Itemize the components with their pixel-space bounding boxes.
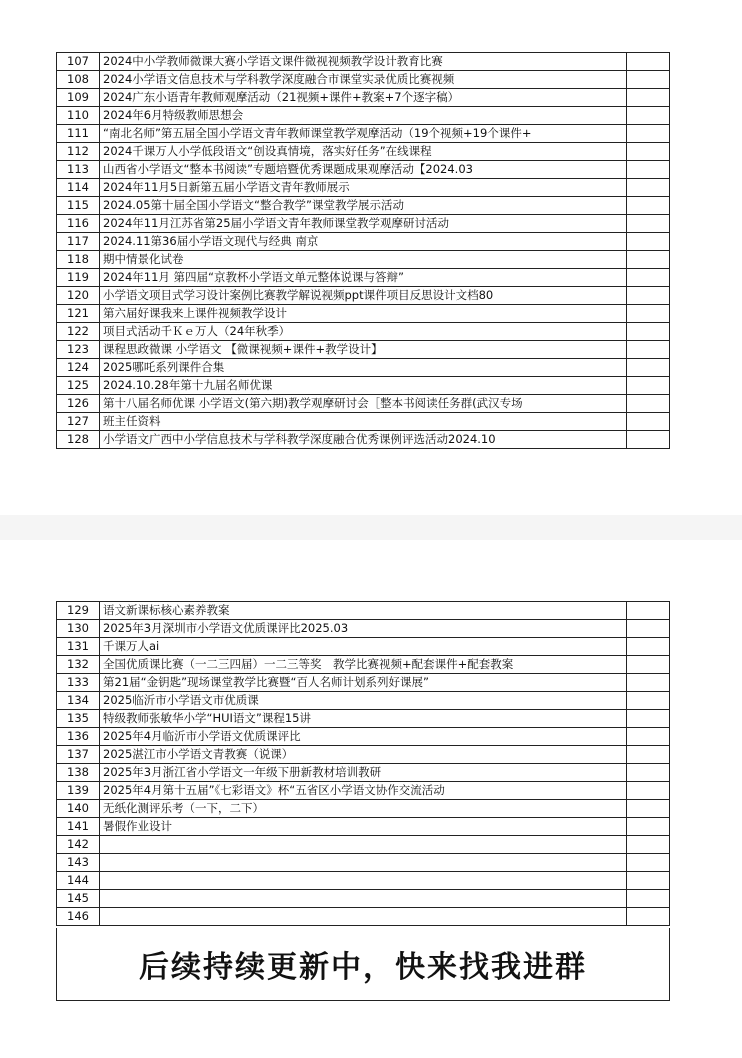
resource-title: 2024年11月 第四届“京教杯小学语文单元整体说课与答辩” (100, 269, 627, 287)
empty-cell (627, 620, 670, 638)
table-row (57, 746, 670, 764)
resource-title: 2024年6月特级教师思想会 (100, 107, 627, 125)
table-row (57, 872, 670, 890)
table-row (57, 602, 670, 620)
row-number: 116 (57, 215, 100, 233)
resource-title (100, 854, 627, 872)
row-number: 129 (57, 602, 100, 620)
empty-cell (627, 107, 670, 125)
row-number: 111 (57, 125, 100, 143)
row-number: 123 (57, 341, 100, 359)
row-number: 119 (57, 269, 100, 287)
resource-title: 2024千课万人小学低段语文“创设真情境，落实好任务”在线课程 (100, 143, 627, 161)
empty-cell (627, 908, 670, 926)
row-number: 140 (57, 800, 100, 818)
row-number: 109 (57, 89, 100, 107)
table-row (57, 656, 670, 674)
empty-cell (627, 197, 670, 215)
empty-cell (627, 233, 670, 251)
table-row (57, 800, 670, 818)
row-number: 115 (57, 197, 100, 215)
empty-cell (627, 305, 670, 323)
table-row (57, 431, 670, 449)
empty-cell (627, 728, 670, 746)
resource-title: 第六届好课我来上课件视频教学设计 (100, 305, 627, 323)
table-row (57, 323, 670, 341)
table-row (57, 674, 670, 692)
resource-title: 语文新课标核心素养教案 (100, 602, 627, 620)
resource-table-1 (56, 52, 670, 449)
table-row (57, 764, 670, 782)
empty-cell (627, 746, 670, 764)
resource-table-2 (56, 601, 670, 926)
resource-title: 2025临沂市小学语文市优质课 (100, 692, 627, 710)
resource-title: 2024.05第十届全国小学语文“整合教学”课堂教学展示活动 (100, 197, 627, 215)
row-number: 120 (57, 287, 100, 305)
table-row (57, 395, 670, 413)
empty-cell (627, 161, 670, 179)
empty-cell (627, 692, 670, 710)
resource-title: 2024年11月5日新第五届小学语文青年教师展示 (100, 179, 627, 197)
row-number: 128 (57, 431, 100, 449)
table-row (57, 305, 670, 323)
row-number: 133 (57, 674, 100, 692)
resource-title: 2025年4月第十五届”《七彩语文》杯“五省区小学语文协作交流活动 (100, 782, 627, 800)
row-number: 137 (57, 746, 100, 764)
table-row (57, 728, 670, 746)
table-row (57, 854, 670, 872)
empty-cell (627, 359, 670, 377)
empty-cell (627, 125, 670, 143)
row-number: 134 (57, 692, 100, 710)
empty-cell (627, 602, 670, 620)
row-number: 139 (57, 782, 100, 800)
empty-cell (627, 638, 670, 656)
resource-title: “南北名师”第五届全国小学语文青年教师课堂教学观摩活动（19个视频+19个课件+ (100, 125, 627, 143)
empty-cell (627, 782, 670, 800)
row-number: 108 (57, 71, 100, 89)
resource-title: 全国优质课比赛（一二三四届）一二三等奖 教学比赛视频+配套课件+配套教案 (100, 656, 627, 674)
resource-title: 2025哪吒系列课件合集 (100, 359, 627, 377)
table-row (57, 143, 670, 161)
empty-cell (627, 872, 670, 890)
empty-cell (627, 269, 670, 287)
row-number: 114 (57, 179, 100, 197)
resource-title: 2025年4月临沂市小学语文优质课评比 (100, 728, 627, 746)
table-row (57, 908, 670, 926)
empty-cell (627, 818, 670, 836)
empty-cell (627, 287, 670, 305)
resource-title (100, 836, 627, 854)
row-number: 141 (57, 818, 100, 836)
table-row (57, 107, 670, 125)
row-number: 118 (57, 251, 100, 269)
empty-cell (627, 854, 670, 872)
table-row (57, 620, 670, 638)
empty-cell (627, 215, 670, 233)
table-row (57, 161, 670, 179)
row-number: 136 (57, 728, 100, 746)
empty-cell (627, 764, 670, 782)
resource-title: 千课万人ai (100, 638, 627, 656)
table-row (57, 215, 670, 233)
resource-title: 2024.10.28年第十九届名师优课 (100, 377, 627, 395)
row-number: 124 (57, 359, 100, 377)
resource-title: 2024小学语文信息技术与学科教学深度融合市课堂实录优质比赛视频 (100, 71, 627, 89)
table-row (57, 692, 670, 710)
document-page-2 (0, 540, 742, 1058)
table-row (57, 638, 670, 656)
resource-title: 2024.11第36届小学语文现代与经典 南京 (100, 233, 627, 251)
empty-cell (627, 323, 670, 341)
empty-cell (627, 377, 670, 395)
resource-title: 课程思政微课 小学语文 【微课视频+课件+教学设计】 (100, 341, 627, 359)
table-row (57, 53, 670, 71)
resource-title: 无纸化测评乐考（一下，二下） (100, 800, 627, 818)
resource-title: 2024广东小语青年教师观摩活动（21视频+课件+教案+7个逐字稿） (100, 89, 627, 107)
resource-title (100, 890, 627, 908)
table-row (57, 251, 670, 269)
row-number: 146 (57, 908, 100, 926)
row-number: 132 (57, 656, 100, 674)
resource-title: 第21届“金钥匙”现场课堂教学比赛暨“百人名师计划系列好课展” (100, 674, 627, 692)
table-row (57, 341, 670, 359)
resource-title: 第十八届名师优课 小学语文(第六期)教学观摩研讨会［整本书阅读任务群(武汉专场 (100, 395, 627, 413)
table-row (57, 89, 670, 107)
empty-cell (627, 53, 670, 71)
resource-title: 期中情景化试卷 (100, 251, 627, 269)
empty-cell (627, 674, 670, 692)
empty-cell (627, 656, 670, 674)
table-row (57, 710, 670, 728)
empty-cell (627, 890, 670, 908)
resource-title: 山西省小学语文“整本书阅读”专题培暨优秀课题成果观摩活动【2024.03 (100, 161, 627, 179)
table-row (57, 413, 670, 431)
empty-cell (627, 800, 670, 818)
table-row (57, 71, 670, 89)
row-number: 142 (57, 836, 100, 854)
row-number: 125 (57, 377, 100, 395)
row-number: 144 (57, 872, 100, 890)
resource-title (100, 908, 627, 926)
empty-cell (627, 179, 670, 197)
document-page-1 (0, 0, 742, 515)
empty-cell (627, 71, 670, 89)
table-row (57, 890, 670, 908)
table-row (57, 287, 670, 305)
row-number: 122 (57, 323, 100, 341)
table-row (57, 269, 670, 287)
row-number: 130 (57, 620, 100, 638)
row-number: 107 (57, 53, 100, 71)
resource-title: 2025年3月浙江省小学语文一年级下册新教材培训教研 (100, 764, 627, 782)
row-number: 117 (57, 233, 100, 251)
update-notice: 后续持续更新中，快来找我进群 (56, 928, 670, 1001)
table-row (57, 377, 670, 395)
empty-cell (627, 413, 670, 431)
row-number: 143 (57, 854, 100, 872)
row-number: 112 (57, 143, 100, 161)
resource-title: 小学语文项目式学习设计案例比赛教学解说视频ppt课件项目反思设计文档80 (100, 287, 627, 305)
empty-cell (627, 143, 670, 161)
row-number: 138 (57, 764, 100, 782)
empty-cell (627, 395, 670, 413)
table-row (57, 233, 670, 251)
resource-title: 2025湛江市小学语文青教赛（说课） (100, 746, 627, 764)
empty-cell (627, 836, 670, 854)
table-row (57, 125, 670, 143)
table-row (57, 782, 670, 800)
empty-cell (627, 710, 670, 728)
row-number: 131 (57, 638, 100, 656)
row-number: 110 (57, 107, 100, 125)
resource-title: 2024年11月江苏省第25届小学语文青年教师课堂教学观摩研讨活动 (100, 215, 627, 233)
resource-title: 2025年3月深圳市小学语文优质课评比2025.03 (100, 620, 627, 638)
empty-cell (627, 251, 670, 269)
resource-title: 小学语文广西中小学信息技术与学科教学深度融合优秀课例评选活动2024.10 (100, 431, 627, 449)
row-number: 127 (57, 413, 100, 431)
table-row (57, 197, 670, 215)
table-row (57, 179, 670, 197)
resource-title: 暑假作业设计 (100, 818, 627, 836)
resource-title (100, 872, 627, 890)
row-number: 121 (57, 305, 100, 323)
table-row (57, 818, 670, 836)
resource-title: 特级教师张敏华小学“HUI语文”课程15讲 (100, 710, 627, 728)
resource-title: 班主任资料 (100, 413, 627, 431)
empty-cell (627, 89, 670, 107)
row-number: 113 (57, 161, 100, 179)
resource-title: 2024中小学教师微课大赛小学语文课件微视视频教学设计教育比赛 (100, 53, 627, 71)
empty-cell (627, 341, 670, 359)
empty-cell (627, 431, 670, 449)
resource-title: 项目式活动千Ｋｅ万人（24年秋季） (100, 323, 627, 341)
row-number: 145 (57, 890, 100, 908)
table-row (57, 359, 670, 377)
table-row (57, 836, 670, 854)
row-number: 126 (57, 395, 100, 413)
row-number: 135 (57, 710, 100, 728)
